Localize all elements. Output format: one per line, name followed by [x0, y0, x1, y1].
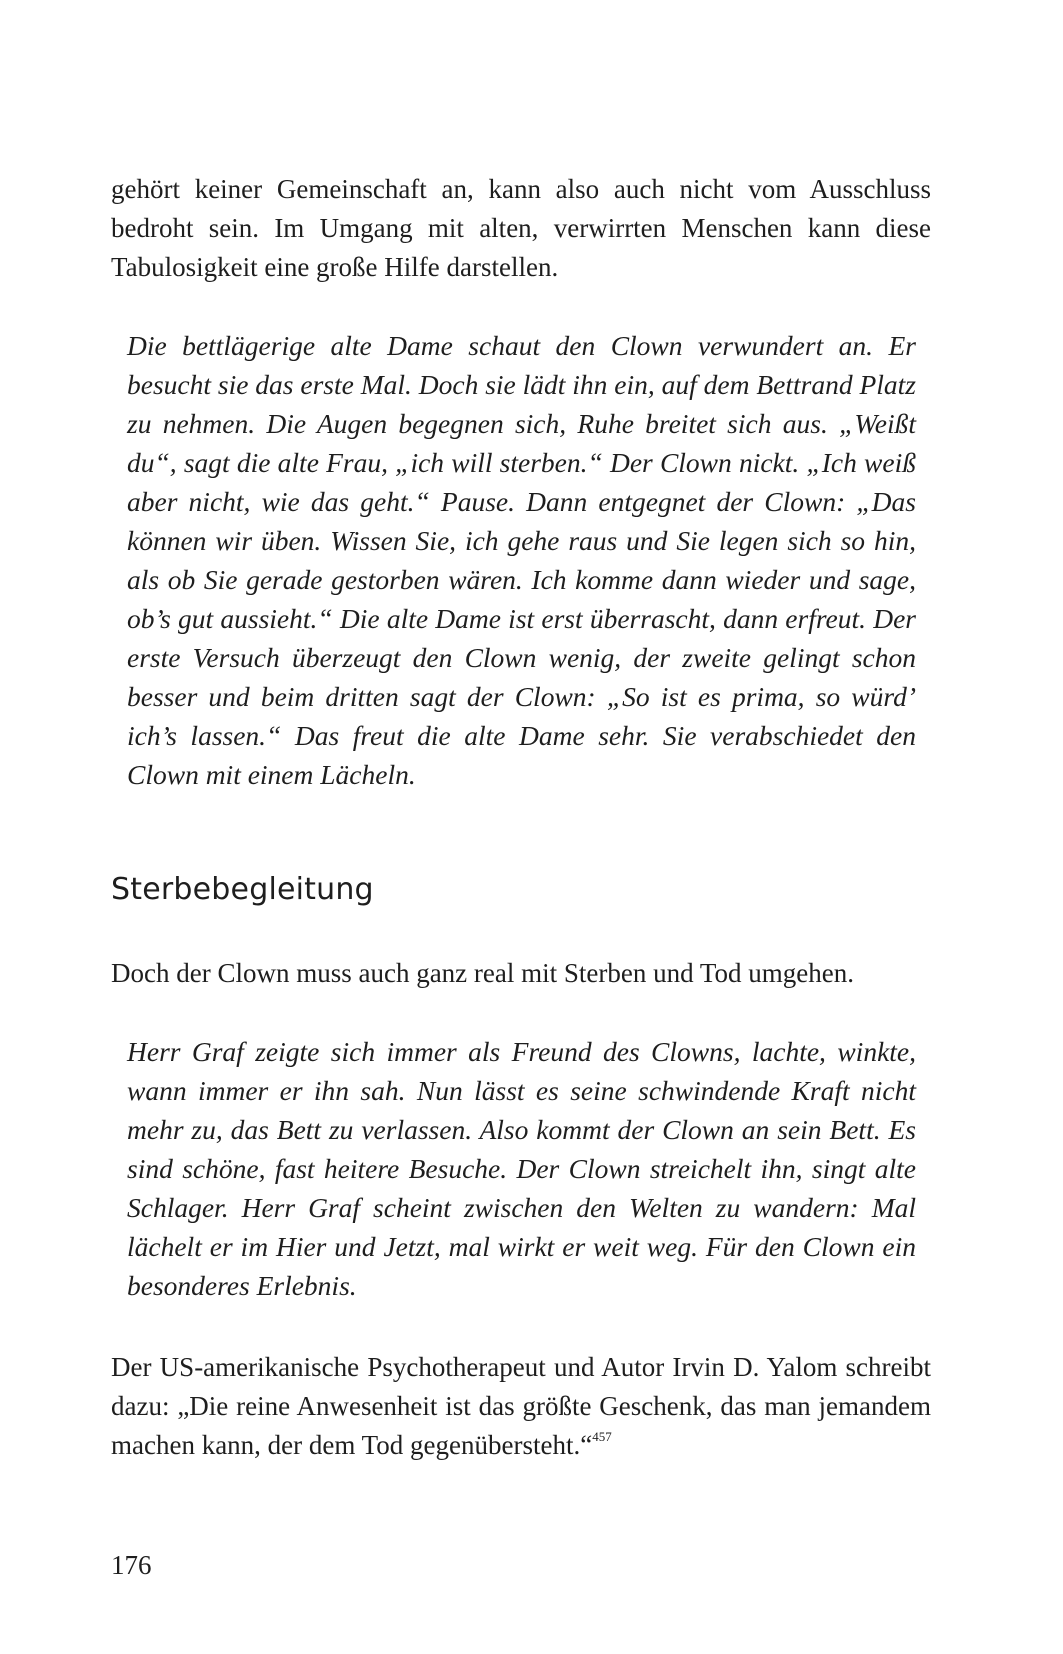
- anecdote-old-lady: Die bettlägerige alte Dame schaut den Clown verwundert an. Er besucht sie das erste Mal. Doch sie lädt ihn ein, auf dem Bettrand Platz zu nehmen. Die Augen begegnen sich, Ruhe breitet sich aus. „Weißt du“, sagt die alte Frau, „ich will sterben.“ Der Clown nickt. „Ich weiß aber nicht, wie das geht.“ Pause. Dann entgegnet der Clown: „Das können wir üben. Wissen Sie, ich gehe raus und Sie legen sich so hin, als ob Sie gerade gestorben wären. Ich komme dann wieder und sage, ob’s gut aussieht.“ Die alte Dame ist erst überrascht, dann erfreut. Der erste Versuch überzeugt den Clown wenig, der zweite gelingt schon besser und beim dritten sagt der Clown: „So ist es prima, so würd’ ich’s lassen.“ Das freut die alte Dame sehr. Sie verabschiedet den Clown mit einem Lächeln.: [127, 330, 916, 790]
- footnote-reference: 457: [592, 1429, 612, 1444]
- yalom-quote-text: Der US-amerikanische Psychotherapeut und Autor Irvin D. Yalom schreibt dazu: „Die reine Anwesenheit ist das größte Geschenk, das man jemandem machen kann, der dem Tod gegenübersteht.“: [111, 1352, 931, 1460]
- body-paragraph-intro: gehört keiner Gemeinschaft an, kann also auch nicht vom Ausschluss bedroht sein. Im Umgang mit alten, verwirrten Menschen kann diese Tabulosigkeit eine große Hilfe darstellen.: [111, 174, 931, 282]
- anecdote-herr-graf: Herr Graf zeigte sich immer als Freund des Clowns, lachte, winkte, wann immer er ihn sah. Nun lässt es seine schwindende Kraft nicht mehr zu, das Bett zu verlassen. Also kommt der Clown an sein Bett. Es sind schöne, fast heitere Besuche. Der Clown streichelt ihn, singt alte Schlager. Herr Graf scheint zwischen den Welten zu wandern: Mal lächelt er im Hier und Jetzt, mal wirkt er weit weg. Für den Clown ein besonderes Erlebnis.: [127, 1036, 916, 1301]
- section-heading: Sterbebegleitung: [111, 872, 374, 907]
- page-number: 176: [111, 1550, 152, 1580]
- body-paragraph-yalom: [111, 1348, 931, 1465]
- body-paragraph-section-intro: Doch der Clown muss auch ganz real mit Sterben und Tod umgehen.: [111, 958, 854, 988]
